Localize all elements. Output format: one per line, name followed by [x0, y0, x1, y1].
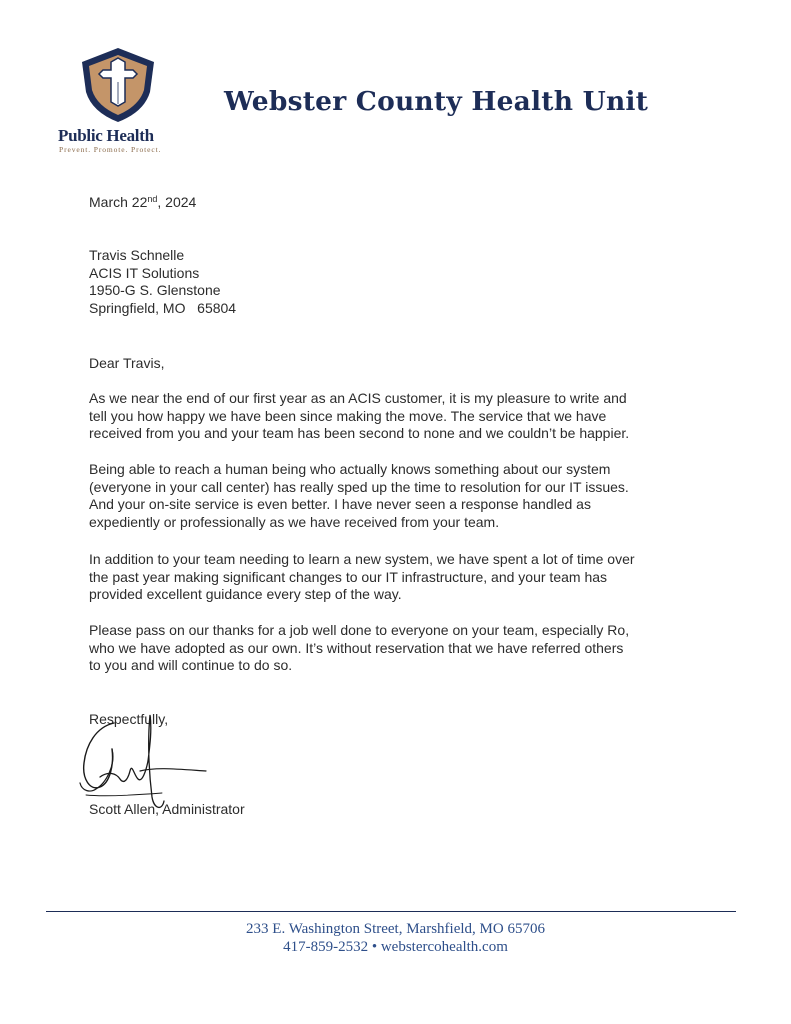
logo-wordmark: Public Health	[58, 126, 154, 145]
paragraph-line: Being able to reach a human being who actually knows something about our system	[89, 461, 611, 477]
public-health-shield-logo	[78, 46, 158, 124]
salutation: Dear Travis,	[89, 355, 165, 371]
paragraph-line: the past year making significant changes to our IT infrastructure, and your team has	[89, 568, 608, 585]
recipient-name: Travis Schnelle	[89, 247, 185, 263]
logo-tagline: Prevent. Promote. Protect.	[59, 145, 162, 154]
recipient-address	[89, 247, 236, 317]
paragraph-line: Please pass on our thanks for a job well done to everyone on your team, especially Ro,	[89, 622, 630, 638]
paragraph-3	[89, 551, 635, 604]
recipient-company: ACIS IT Solutions	[89, 264, 200, 281]
paragraph-line: tell you how happy we have been since making the move. The service that we have	[89, 407, 607, 424]
footer-address: 233 E. Washington Street, Marshfield, MO 65706	[246, 921, 545, 937]
footer-divider	[46, 911, 736, 912]
complimentary-close: Respectfully,	[89, 711, 169, 727]
paragraph-1	[89, 390, 629, 443]
organization-name: Webster County Health Unit	[224, 86, 649, 117]
paragraph-line: And your on-site service is even better. I have never seen a response handled as	[89, 496, 591, 512]
signer-name-title: Scott Allen, Administrator	[89, 801, 245, 817]
recipient-city: Springfield, MO 65804	[89, 299, 237, 316]
paragraph-line: to you and will continue to do so.	[89, 657, 293, 673]
paragraph-4	[89, 622, 629, 675]
paragraph-line: expediently or professionally as we have received from your team.	[89, 513, 500, 530]
paragraph-line: who we have adopted as our own. It’s without reservation that we have referred others	[89, 639, 624, 656]
recipient-street: 1950-G S. Glenstone	[89, 282, 221, 298]
paragraph-line: (everyone in your call center) has really sped up the time to resolution for our IT issues.	[89, 478, 629, 495]
paragraph-2	[89, 461, 629, 531]
paragraph-line: received from you and your team has been second to none and we couldn’t be happier.	[89, 425, 630, 441]
paragraph-line: As we near the end of our first year as an ACIS customer, it is my pleasure to write and	[89, 390, 627, 406]
paragraph-line: In addition to your team needing to learn a new system, we have spent a lot of time over	[89, 551, 635, 567]
handwritten-signature	[66, 705, 226, 815]
paragraph-line: provided excellent guidance every step of the way.	[89, 586, 402, 602]
letter-date: March 22nd, 2024	[89, 194, 197, 210]
footer-contact: 417-859-2532 • webstercohealth.com	[283, 939, 508, 955]
